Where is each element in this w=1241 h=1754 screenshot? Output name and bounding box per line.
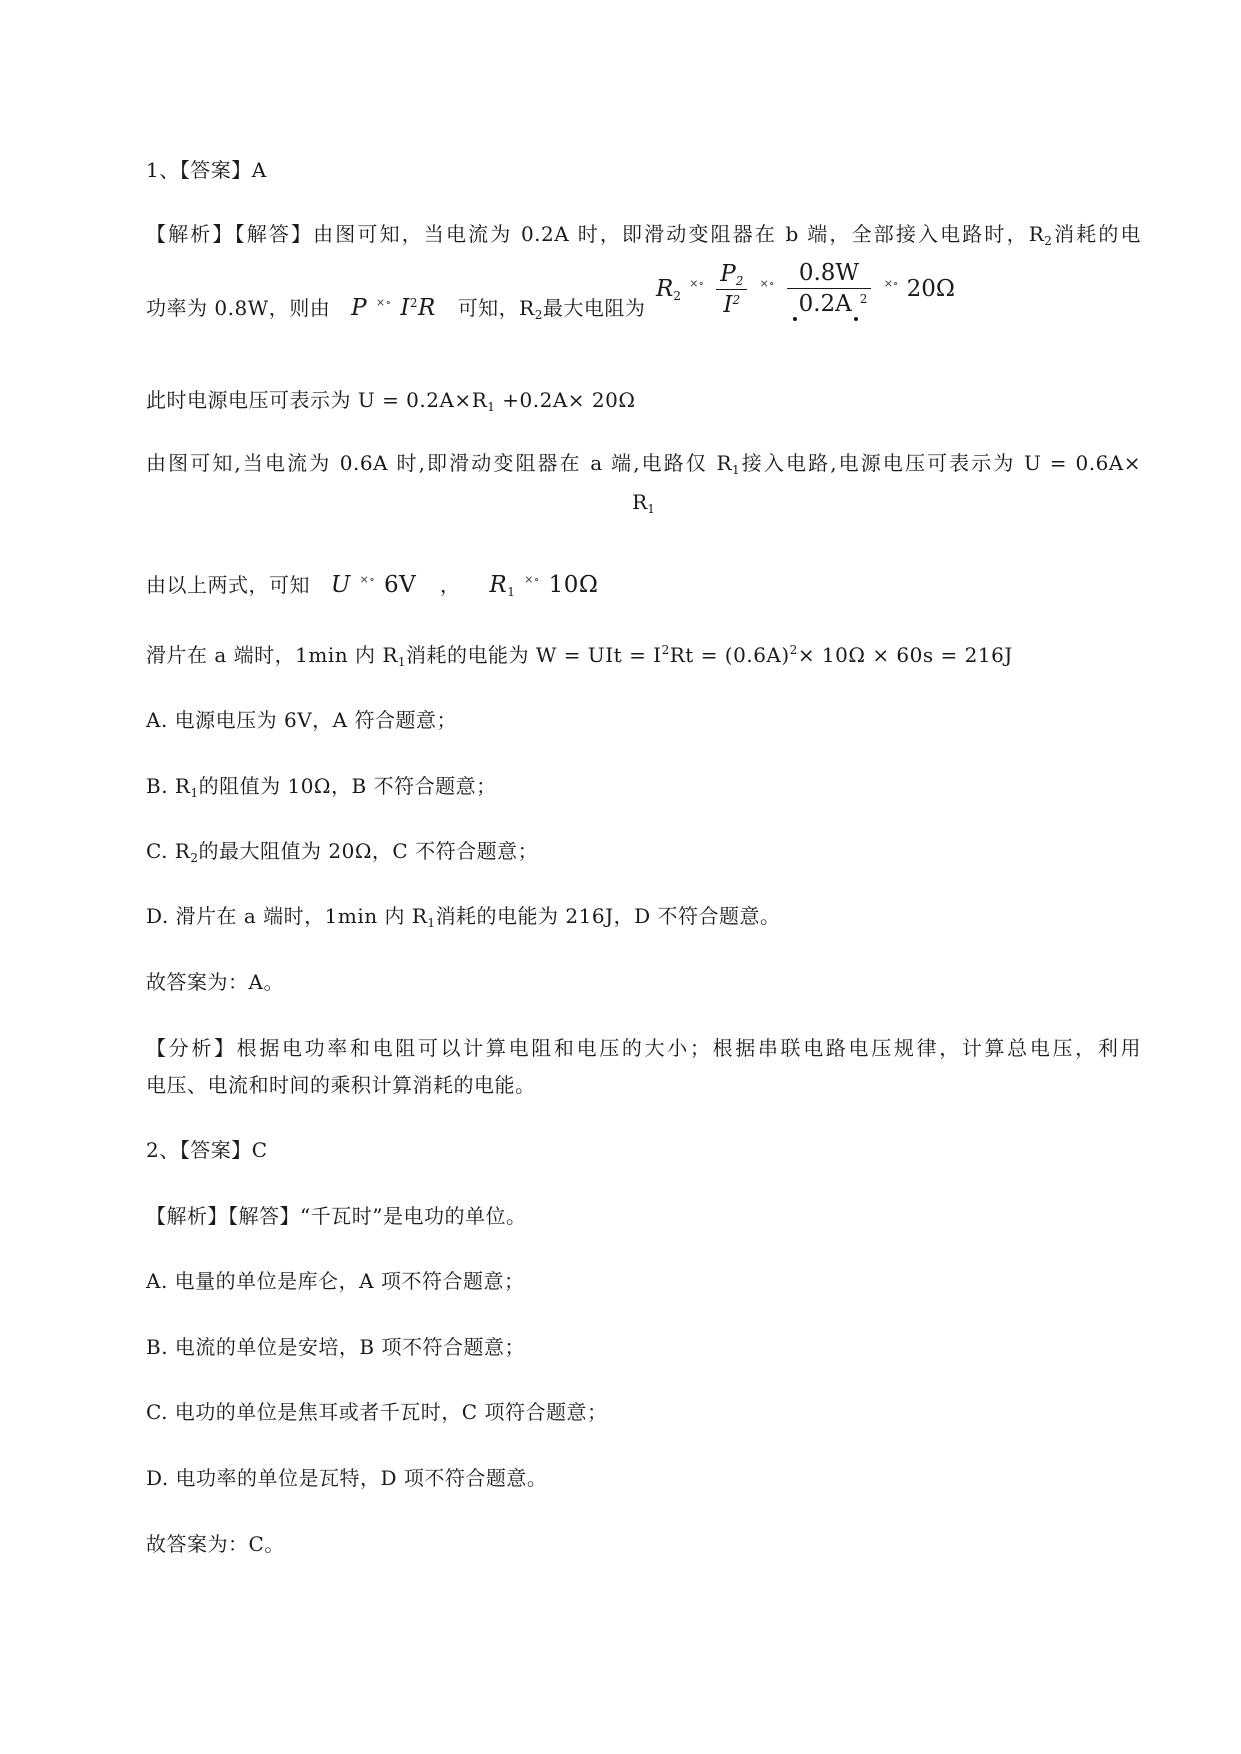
q2-option-a: A. 电量的单位是库仑，A 项不符合题意；: [146, 1269, 525, 1293]
q1-conclusion: 故答案为：A。: [146, 970, 284, 994]
q1-line2-sub: 2: [534, 308, 543, 322]
q1-line2-mid: 可知，R: [457, 296, 535, 320]
q1-line2-pre: 功率为 0.8W，则由: [146, 296, 331, 320]
fraction-0.8w-over-0.2a: [787, 258, 872, 321]
fraction-0.8w: 0.8W: [787, 258, 872, 289]
q1-option-d: [146, 902, 781, 930]
q2-conclusion: 故答案为：C。: [146, 1532, 285, 1556]
fraction-i2: I: [723, 292, 733, 318]
q1-line4-sub: 1: [732, 463, 741, 477]
fraction-numerator: [716, 259, 747, 290]
formula-10ohm: 10Ω: [548, 572, 599, 598]
paren-dot-right: [854, 317, 858, 321]
q1-line3-tail: +0.2A× 20Ω: [495, 388, 636, 412]
formula-i: I: [400, 295, 410, 321]
fraction-denominator: [716, 290, 747, 320]
q2-option-d: D. 电功率的单位是瓦特，D 项不符合题意。: [146, 1466, 548, 1490]
fraction-p2: P: [720, 261, 736, 287]
q1-analysis-line7: [146, 641, 1013, 669]
q1-line3-text: 此时电源电压可表示为 U = 0.2A×R: [146, 388, 488, 412]
q1-opt-b-pre: B. R: [146, 774, 191, 798]
q1-line4-tail: 接入电路,电源电压可表示为 U = 0.6A×: [740, 451, 1141, 475]
equals-glyph: ×∘: [689, 276, 704, 290]
fraction-0.2a: 0.2A: [798, 291, 852, 317]
q1-line7-text: 滑片在 a 端时，1min 内 R: [146, 643, 398, 667]
q1-answer-line: 1、【答案】A: [146, 158, 267, 182]
fraction-0.2a-squared: [787, 289, 872, 321]
q1-opt-c-post: 的最大阻值为 20Ω，C 不符合题意；: [198, 839, 539, 863]
q1-analysis-line4: [146, 449, 1141, 477]
q1-opt-c-pre: C. R: [146, 839, 191, 863]
equals-glyph: ×∘: [524, 573, 540, 586]
q1-line7-mid: 消耗的电能为 W = UIt = I: [406, 643, 662, 667]
fraction-0.2a-sup: 2: [859, 292, 868, 306]
paren-dot-left: [793, 317, 797, 321]
fraction-p2-sub: 2: [735, 274, 744, 288]
formula-r2-max: [656, 258, 955, 321]
q2-analysis: 【解析】【解答】“千瓦时”是电功的单位。: [146, 1204, 527, 1228]
q1-analysis-line1-text: 【解析】【解答】由图可知，当电流为 0.2A 时，即滑动变阻器在 b 端，全部接入电路时，R: [146, 222, 1045, 246]
q1-line2-post: 最大电阻为: [542, 296, 646, 320]
q1-analysis-line1: [146, 220, 1141, 248]
equals-glyph: ×∘: [375, 296, 392, 309]
q1-option-c: [146, 837, 538, 865]
formula-r1: R: [489, 572, 508, 598]
q1-line7-tail: × 10Ω × 60s = 216J: [797, 643, 1013, 667]
equals-glyph: ×∘: [759, 276, 775, 290]
formula-r: R: [418, 295, 436, 321]
formula-6v: 6V: [383, 572, 417, 598]
formula-u: U: [330, 572, 351, 598]
q1-option-b: [146, 772, 497, 800]
formula-r1-sub: 1: [507, 585, 516, 599]
q1-opt-c-sub: 2: [190, 851, 199, 865]
q1-opt-d-sub: 1: [427, 916, 436, 930]
q1-opt-d-post: 消耗的电能为 216J，D 不符合题意。: [435, 904, 781, 928]
q1-analysis-line5: [146, 488, 1141, 516]
q1-line5-text: R: [632, 490, 648, 514]
q1-line4-text: 由图可知,当电流为 0.6A 时,即滑动变阻器在 a 端,电路仅 R: [146, 451, 733, 475]
q1-option-a: A. 电源电压为 6V，A 符合题意；: [146, 708, 457, 732]
formula-p-i2r: [351, 295, 444, 321]
q1-line5-sub: 1: [647, 502, 655, 516]
formula-i-exp: 2: [409, 296, 419, 310]
q1-line7-sub: 1: [397, 655, 407, 669]
q1-analysis-line3: [146, 386, 635, 414]
q2-option-b: B. 电流的单位是安培，B 项不符合题意；: [146, 1335, 525, 1359]
q1-analysis-line6: [146, 562, 598, 603]
q1-line6-sep: ，: [440, 573, 461, 597]
fraction-i2-sup: 2: [732, 293, 741, 307]
q1-analysis-line1-tail: 消耗的电: [1052, 222, 1141, 246]
q1-fenxi-line1: 【分析】根据电功率和电阻可以计算电阻和电压的大小；根据串联电路电压规律，计算总电压，利用: [146, 1036, 1141, 1060]
formula-u-6v: [331, 572, 424, 598]
formula-r2: R: [656, 275, 674, 302]
equals-glyph: ×∘: [359, 573, 376, 586]
formula-p: P: [351, 295, 368, 321]
q1-line7-mid2: Rt = (0.6A): [669, 643, 790, 667]
formula-r2-sub: 2: [673, 288, 681, 303]
formula-result-20ohm: 20Ω: [906, 275, 955, 302]
q1-opt-d-pre: D. 滑片在 a 端时，1min 内 R: [146, 904, 428, 928]
q1-line7-sup2: 2: [789, 643, 798, 657]
q1-fenxi-line2: 电压、电流和时间的乘积计算消耗的电能。: [146, 1073, 536, 1097]
q1-line6-pre: 由以上两式，可知: [146, 573, 310, 597]
q2-option-c: C. 电功的单位是焦耳或者千瓦时，C 项符合题意；: [146, 1400, 608, 1424]
q1-line7-sup: 2: [661, 643, 670, 657]
q2-answer-line: 2、【答案】C: [146, 1138, 268, 1162]
q1-analysis-line1-sub: 2: [1044, 234, 1053, 248]
equals-glyph: ×∘: [883, 276, 899, 290]
formula-r1-10ohm: [489, 572, 598, 598]
q1-opt-b-post: 的阻值为 10Ω，B 不符合题意；: [198, 774, 497, 798]
formula-r2-group: [656, 260, 955, 318]
q1-analysis-line2: [146, 285, 645, 326]
q1-line3-sub: 1: [487, 400, 496, 414]
q1-opt-b-sub: 1: [190, 786, 199, 800]
fraction-p2-over-i2: [716, 259, 747, 320]
